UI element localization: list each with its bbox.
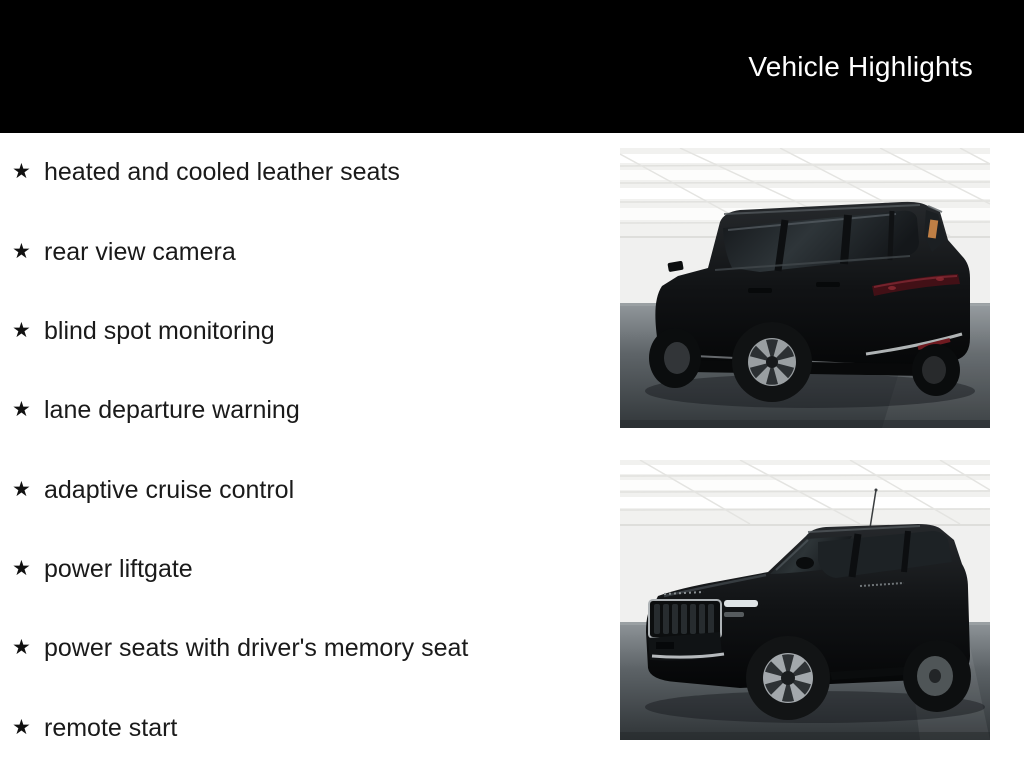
star-bullet-icon: ★: [12, 636, 31, 660]
feature-label: rear view camera: [44, 237, 236, 266]
star-bullet-icon: ★: [12, 557, 31, 581]
star-bullet-icon: ★: [12, 477, 31, 501]
list-item: [12, 609, 612, 688]
list-item: [12, 292, 612, 371]
vehicle-photo-rear: [620, 148, 990, 428]
star-bullet-icon: ★: [12, 318, 31, 342]
showroom-ceiling: [620, 460, 990, 524]
star-bullet-icon: ★: [12, 398, 31, 422]
feature-label: heated and cooled leather seats: [44, 158, 400, 187]
list-item: [12, 530, 612, 609]
rear-wheel: [903, 640, 971, 712]
feature-label: lane departure warning: [44, 396, 300, 425]
front-wheel: [746, 636, 830, 720]
list-item: [12, 212, 612, 291]
header-bar: [0, 0, 1024, 133]
star-bullet-icon: ★: [12, 160, 31, 184]
star-bullet-icon: ★: [12, 715, 31, 739]
list-item: [12, 689, 612, 768]
vehicle-photo-front: [620, 460, 990, 740]
feature-label: blind spot monitoring: [44, 316, 275, 345]
side-mirror: [796, 557, 814, 569]
list-item: [12, 451, 612, 530]
list-item: [12, 371, 612, 450]
vehicle-photo-rear-illustration: [620, 148, 990, 428]
star-bullet-icon: ★: [12, 239, 31, 263]
feature-label: adaptive cruise control: [44, 475, 295, 504]
headlight-strip: [724, 600, 758, 607]
feature-list: [0, 133, 612, 768]
page-title: Vehicle Highlights: [748, 50, 973, 82]
rear-left-wheel: [732, 322, 812, 402]
vehicle-photo-front-illustration: [620, 460, 990, 740]
front-grille: [649, 600, 721, 638]
feature-label: power liftgate: [44, 555, 193, 584]
list-item: [12, 133, 612, 212]
feature-label: power seats with driver's memory seat: [44, 634, 469, 663]
feature-label: remote start: [44, 713, 178, 742]
